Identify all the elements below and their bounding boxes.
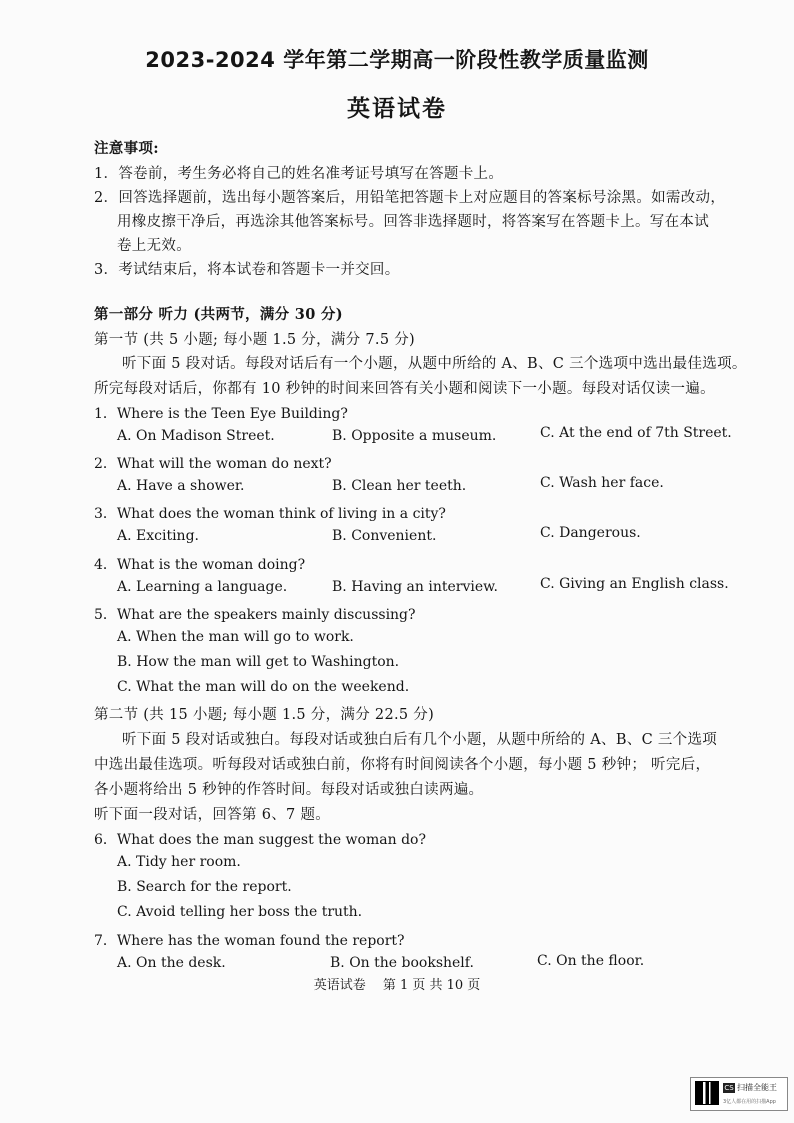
notice-item: 卷上无效。 (117, 238, 191, 254)
page-footer: 英语试卷 第 1 页 共 10 页 (313, 978, 481, 993)
section1-instruction: 所完每段对话后，你都有 10 秒钟的时间来回答有关小题和阅读下一小题。每段对话仅读一遍。 (94, 381, 715, 397)
exam-title: 2023-2024 学年第二学期高一阶段性教学质量监测 (145, 48, 649, 72)
section2-instruction: 听下面 5 段对话或独白。每段对话或独白后有几个小题，从题中所给的 A、B、C 三个选项 (122, 732, 718, 748)
question-stem: 1．Where is the Teen Eye Building? (94, 406, 348, 422)
option-a: A. When the man will go to work. (117, 629, 354, 645)
section2-instruction: 中选出最佳选项。听每段对话或独白前，你将有时间阅读各个小题，每小题 5 秒钟； 听完后， (94, 757, 711, 773)
option-a: A. On the desk. (117, 955, 226, 971)
option-c: C. Giving an English class. (540, 576, 729, 592)
section2-heading: 第二节 (共 15 小题; 每小题 1.5 分，满分 22.5 分) (94, 707, 435, 723)
exam-subtitle: 英语试卷 (347, 96, 447, 122)
option-c: C. At the end of 7th Street. (540, 425, 732, 441)
option-b: B. Convenient. (332, 528, 437, 544)
option-a: A. On Madison Street. (117, 428, 275, 444)
option-c: C. On the floor. (537, 953, 645, 969)
qr-code-icon (695, 1081, 719, 1105)
question-stem: 2．What will the woman do next? (94, 456, 332, 472)
option-b: B. How the man will get to Washington. (117, 654, 400, 670)
option-b: B. On the bookshelf. (330, 955, 474, 971)
option-a: A. Have a shower. (117, 478, 245, 494)
option-b: B. Clean her teeth. (332, 478, 467, 494)
question-stem: 4．What is the woman doing? (94, 557, 306, 573)
section1-instruction: 听下面 5 段对话。每段对话后有一个小题，从题中所给的 A、B、C 三个选项中选出最佳选项。 (122, 356, 747, 372)
question-stem: 3．What does the woman think of living in a city? (94, 506, 446, 522)
notice-item: 3．考试结束后，将本试卷和答题卡一并交回。 (94, 262, 400, 278)
option-c: C. Dangerous. (540, 525, 641, 541)
question-stem: 7．Where has the woman found the report? (94, 933, 405, 949)
group-intro: 听下面一段对话，回答第 6、7 题。 (94, 807, 331, 823)
scanner-tagline: 3亿人都在用的扫描App (723, 1099, 776, 1105)
option-c: C. What the man will do on the weekend. (117, 679, 410, 695)
notice-item: 2．回答选择题前，选出每小题答案后，用铅笔把答题卡上对应题目的答案标号涂黑。如需改动， (94, 190, 726, 206)
question-stem: 6．What does the man suggest the woman do? (94, 832, 426, 848)
notice-item: 1．答卷前，考生务必将自己的姓名准考证号填写在答题卡上。 (94, 166, 504, 182)
question-stem: 5．What are the speakers mainly discussing? (94, 607, 416, 623)
scanner-logo-icon: CS (724, 1084, 734, 1092)
section1-heading: 第一节 (共 5 小题; 每小题 1.5 分，满分 7.5 分) (94, 332, 416, 348)
option-b: B. Search for the report. (117, 879, 292, 895)
part1-heading: 第一部分 听力 (共两节，满分 30 分) (94, 306, 343, 323)
option-a: A. Learning a language. (117, 579, 288, 595)
option-b: B. Having an interview. (332, 579, 498, 595)
option-c: C. Avoid telling her boss the truth. (117, 904, 363, 920)
notice-heading: 注意事项: (94, 140, 159, 157)
option-b: B. Opposite a museum. (332, 428, 497, 444)
option-a: A. Tidy her room. (117, 854, 241, 870)
option-a: A. Exciting. (117, 528, 199, 544)
scanner-brand: 扫描全能王 (737, 1083, 777, 1092)
option-c: C. Wash her face. (540, 475, 664, 491)
section2-instruction: 各小题将给出 5 秒钟的作答时间。每段对话或独白读两遍。 (94, 782, 484, 798)
notice-item: 用橡皮擦干净后，再选涂其他答案标号。回答非选择题时，将答案写在答题卡上。写在本试 (117, 214, 709, 230)
scanner-watermark (690, 1077, 788, 1111)
